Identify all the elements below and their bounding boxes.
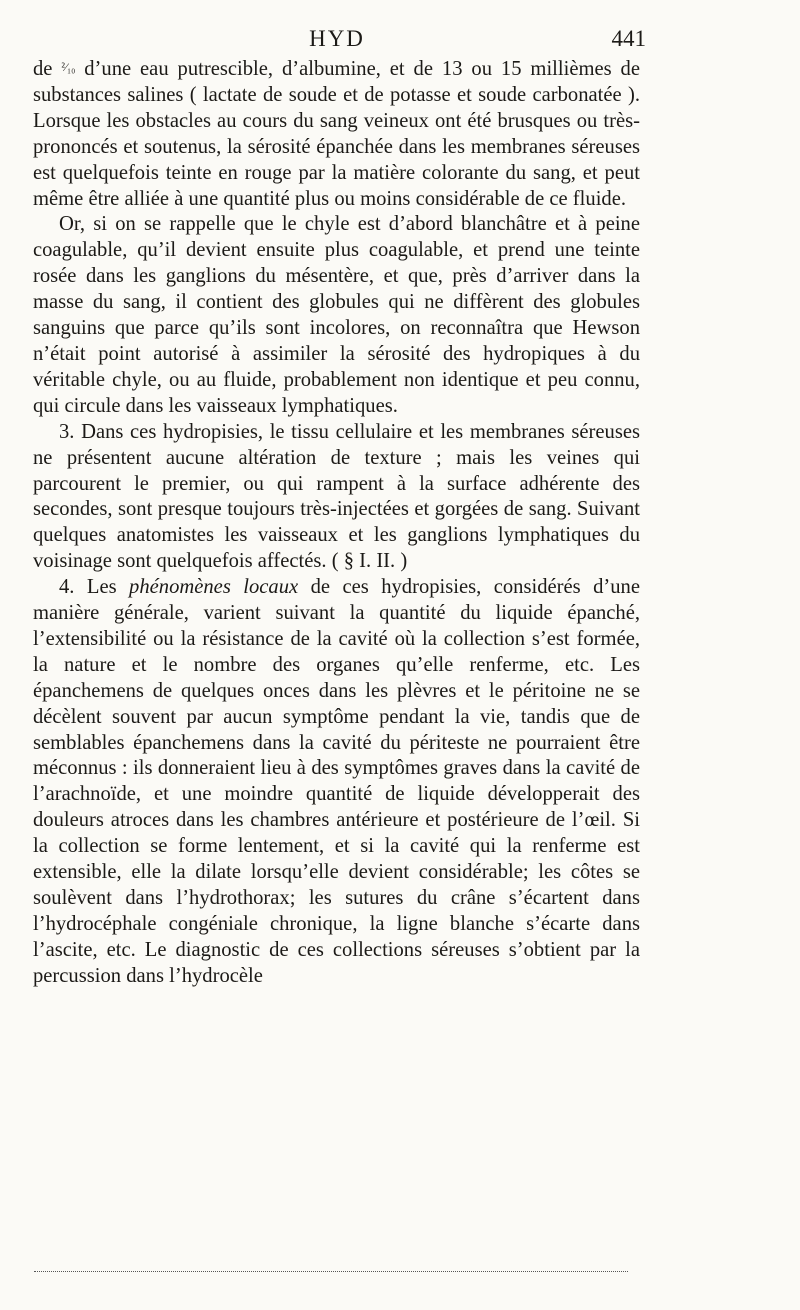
footer-rule xyxy=(34,1271,628,1272)
paragraph-3: 3. Dans ces hydropisies, le tissu cellulaire et les membranes séreuses ne présentent aucune altération de texture ; mais les veines qui parcourent le premier, ou qui rampent à la surface adhérente des secondes, sont presque toujours très-injectées et gorgées de sang. Suivant quelques anatomistes les vaisseaux et les ganglions lymphatiques du voisinage sont quelquefois affectés. ( § I. II. ) xyxy=(33,420,640,573)
paragraph-2: Or, si on se rappelle que le chyle est d’abord blanchâtre et à peine coagulable, qu’il devient ensuite plus coagulable, et prend une teinte rosée dans les ganglions du mésentère, et que, près d’arriver dans la masse du sang, il contient des globules qui ne diffèrent des globules sanguins que parce qu’ils sont incolores, on reconnaîtra que Hewson n’était point autorisé à assimiler la sérosité des hydropiques à du véritable chyle, ou au fluide, probablement non identique et peu connu, qui circule dans les vaisseaux lymphatiques. xyxy=(33,213,640,417)
italic-term: phénomènes locaux xyxy=(129,576,299,599)
paragraph-1-lead: de xyxy=(33,58,62,80)
paragraph-4-text: de ces hydropisies, considérés d’une manière générale, varient suivant la quantité du liquide épanché, l’extensibilité ou la résistance de la cavité où la collection s’est formée, la nature et le nombre des organes qu’elle renferme, etc. Les épanchemens de quelques onces dans les plèvres et le péritoine ne se décèlent souvent par aucun symptôme pendant la vie, tandis que de semblables épanchemens dans la cavité du périteste ne pourraient être méconnus : ils donneraient lieu à des symptômes graves dans la cavité de l’arachnoïde, et une moindre quantité de liquide développerait des douleurs atroces dans les chambres antérieure et postérieure de l’œil. Si la collection se forme lentement, et si la cavité qui la renferme est extensible, elle la dilate lorsqu’elle devient considérable; les côtes se soulèvent dans l’hydrothorax; les sutures du crâne s’écartent dans l’hydrocéphale congéniale chronique, la ligne blanche s’écarte dans l’ascite, etc. Le diagnostic de ces collections séreuses s’obtient par la percussion dans l’hydrocèle xyxy=(33,576,640,987)
paragraph-4 xyxy=(33,575,640,990)
paragraph-4-lead: 4. Les xyxy=(59,576,130,599)
fraction: ²⁄₁₀ xyxy=(61,60,76,74)
page-header xyxy=(32,24,646,54)
page-number: 441 xyxy=(611,26,646,51)
body-text xyxy=(33,55,640,990)
paragraph-1 xyxy=(33,55,640,212)
paragraph-1-text: d’une eau putrescible, d’albumine, et de 13 ou 15 millièmes de substances salines ( lactate de soude et de potasse et soude carbonatée ). Lorsque les obstacles au cours du sang veineux ont été brusques ou très-prononcés et soutenus, la sérosité épanchée dans les membranes séreuses est quelquefois teinte en rouge par la matière colorante du sang, et peut même être alliée à une quantité plus ou moins considérable de ce fluide. xyxy=(33,58,640,210)
running-head: HYD xyxy=(309,26,365,51)
